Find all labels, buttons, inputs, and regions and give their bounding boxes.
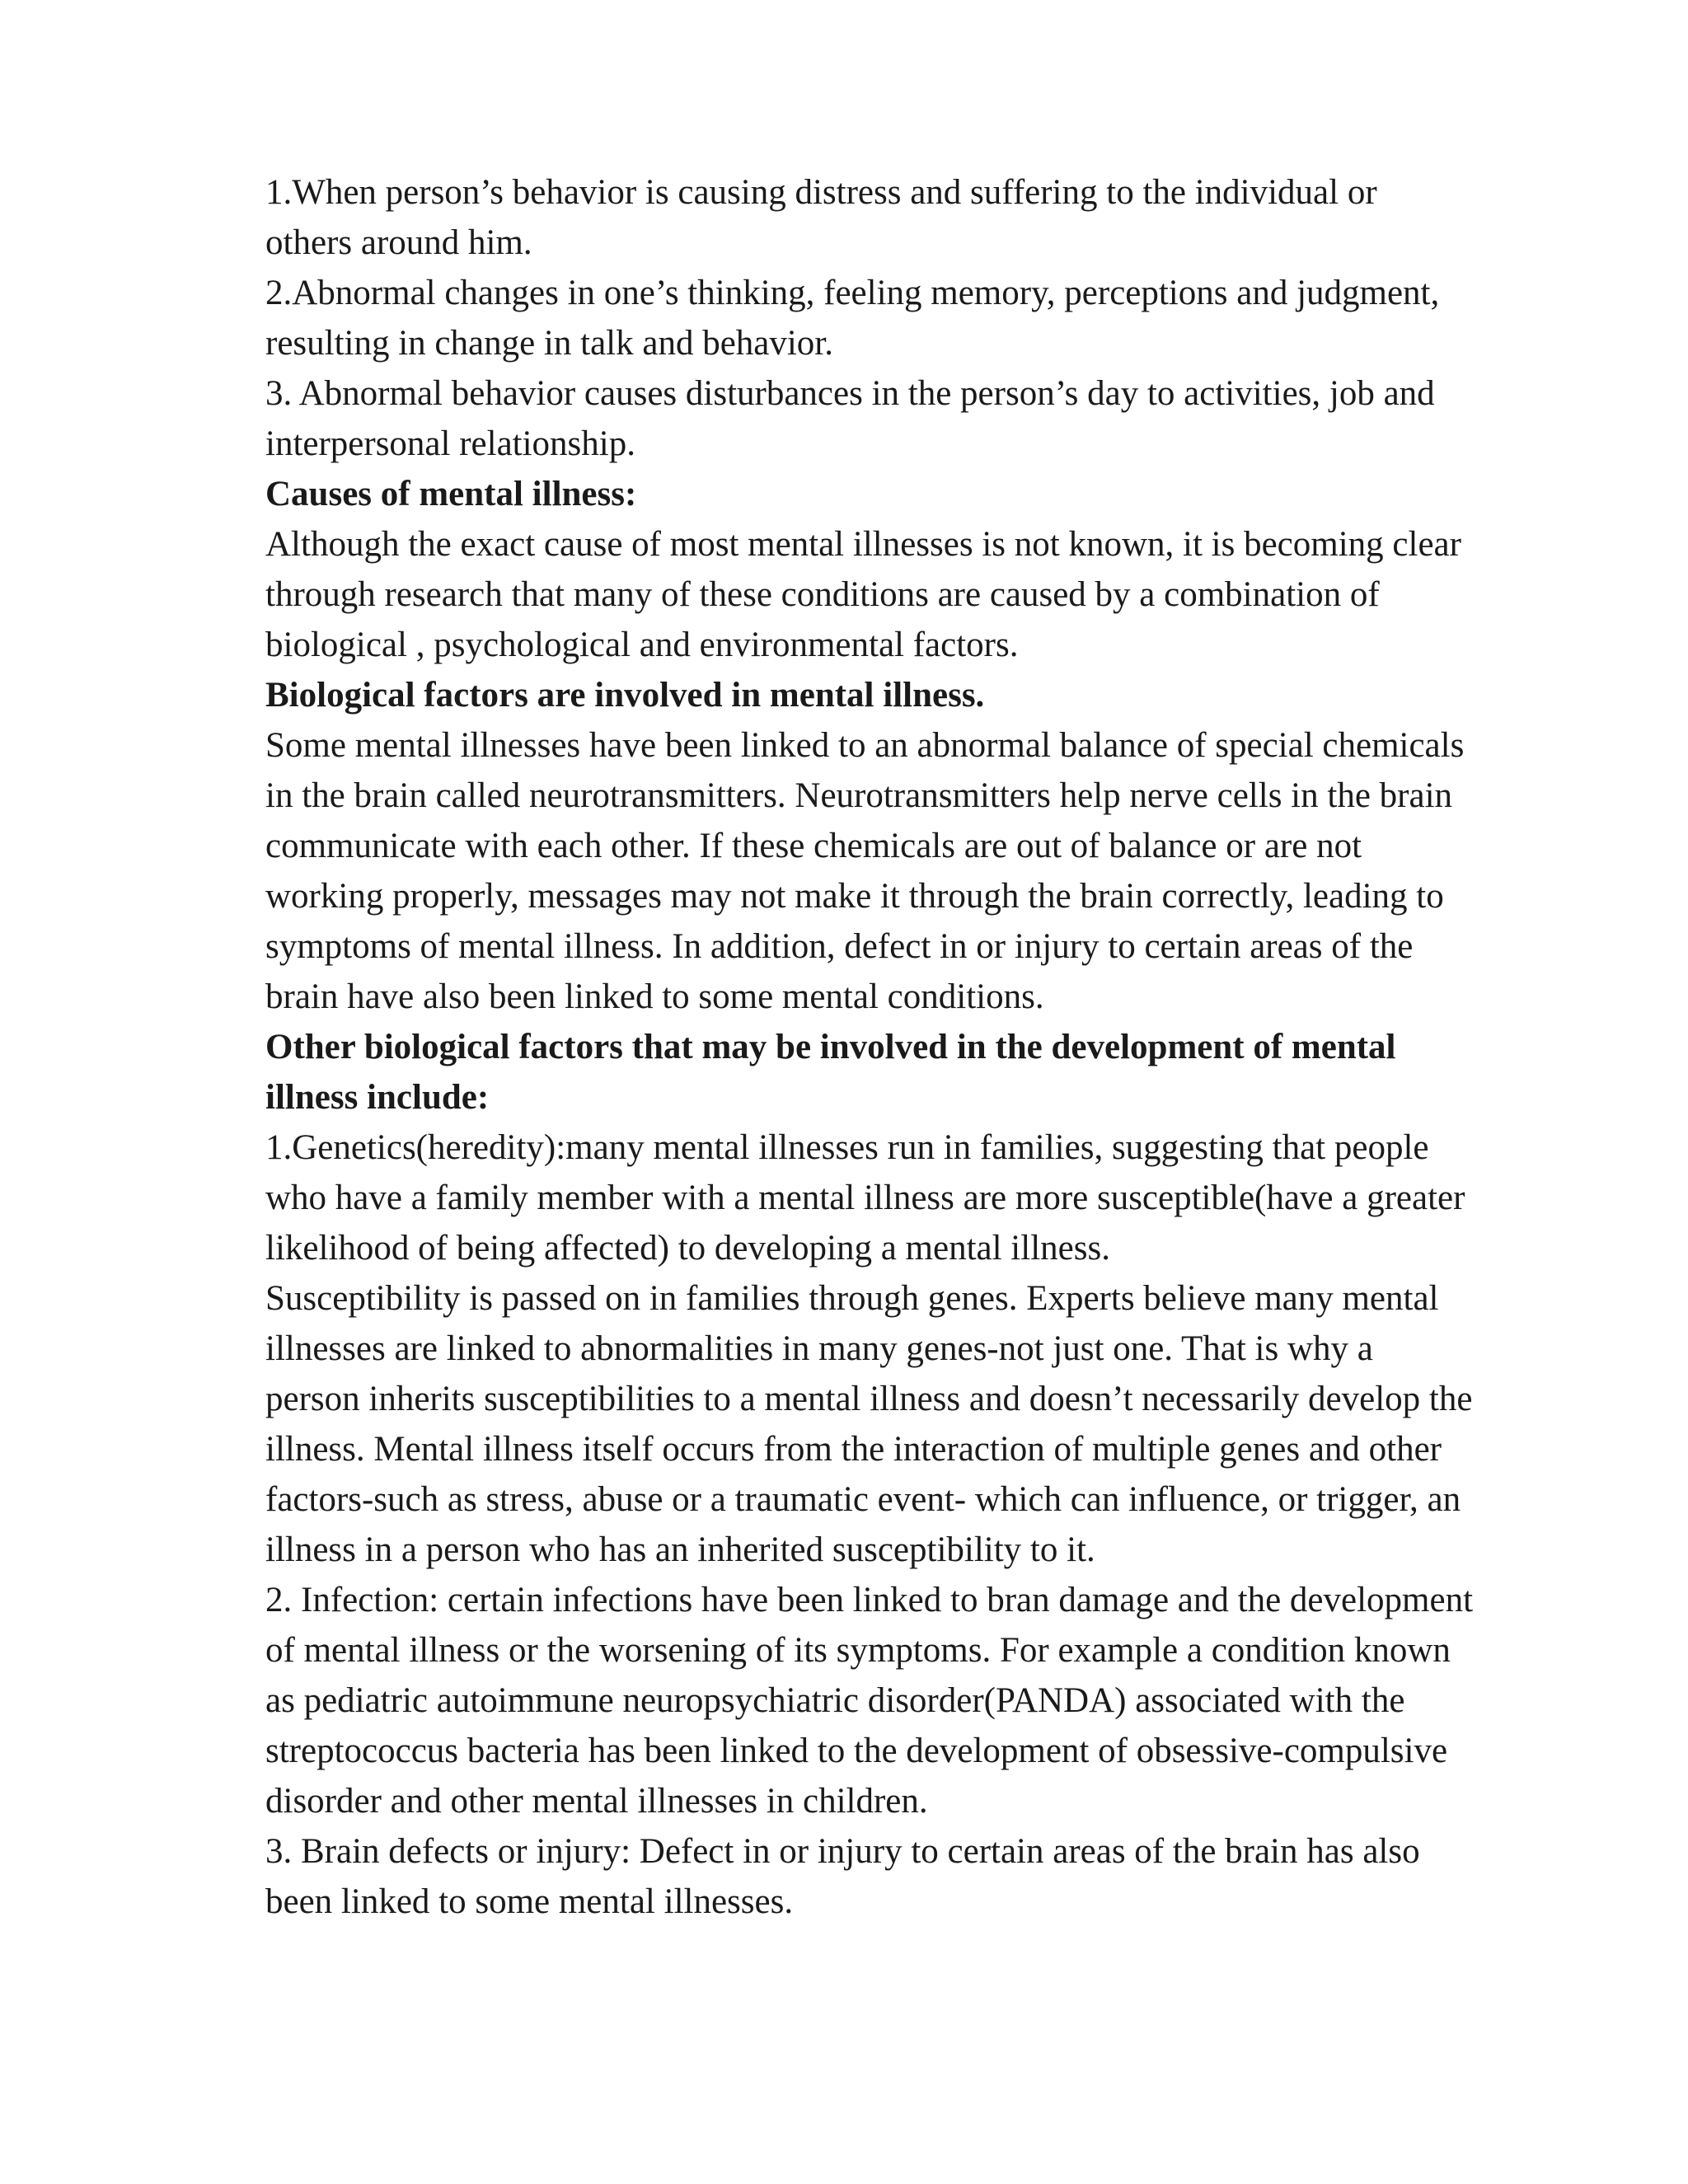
text-line: illness. Mental illness itself occurs from the interaction of multiple genes and other: [265, 1430, 1442, 1469]
text-line: 2. Infection: certain infections have been linked to bran damage and the development: [265, 1581, 1474, 1619]
section-heading-line: illness include:: [265, 1078, 490, 1117]
text-line: interpersonal relationship.: [265, 424, 635, 463]
text-line: 1.Genetics(heredity):many mental illnesses run in families, suggesting that people: [265, 1128, 1429, 1167]
text-line: 1.When person’s behavior is causing distress and suffering to the individual or: [265, 173, 1377, 212]
text-line: biological , psychological and environmental factors.: [265, 626, 1019, 664]
text-line: streptococcus bacteria has been linked to the development of obsessive-compulsive: [265, 1732, 1448, 1770]
text-line: factors-such as stress, abuse or a traumatic event- which can influence, or trigger, an: [265, 1480, 1461, 1519]
text-line: 2.Abnormal changes in one’s thinking, feeling memory, perceptions and judgment,: [265, 274, 1440, 312]
text-line: as pediatric autoimmune neuropsychiatric disorder(PANDA) associated with the: [265, 1681, 1405, 1720]
text-line: disorder and other mental illnesses in children.: [265, 1782, 928, 1821]
text-line: likelihood of being affected) to developing a mental illness.: [265, 1229, 1110, 1268]
text-line: illness in a person who has an inherited susceptibility to it.: [265, 1530, 1095, 1569]
text-line: Susceptibility is passed on in families through genes. Experts believe many mental: [265, 1279, 1439, 1318]
text-line: working properly, messages may not make it through the brain correctly, leading to: [265, 877, 1444, 916]
document-page: [265, 167, 1576, 1927]
text-line: brain have also been linked to some mental conditions.: [265, 977, 1044, 1016]
text-line: Although the exact cause of most mental illnesses is not known, it is becoming clear: [265, 525, 1461, 564]
text-line: 3. Brain defects or injury: Defect in or injury to certain areas of the brain has also: [265, 1832, 1420, 1871]
text-line: been linked to some mental illnesses.: [265, 1882, 794, 1921]
text-line: communicate with each other. If these chemicals are out of balance or are not: [265, 827, 1362, 865]
text-line: 3. Abnormal behavior causes disturbances in the person’s day to activities, job and: [265, 374, 1435, 413]
text-line: who have a family member with a mental illness are more susceptible(have a greater: [265, 1179, 1465, 1217]
text-line: Some mental illnesses have been linked to an abnormal balance of special chemicals: [265, 726, 1465, 765]
section-heading-line: Biological factors are involved in mental illness.: [265, 676, 985, 715]
section-heading-line: Other biological factors that may be involved in the development of mental: [265, 1028, 1396, 1066]
text-line: through research that many of these conditions are caused by a combination of: [265, 575, 1380, 614]
text-line: others around him.: [265, 223, 532, 262]
text-line: person inherits susceptibilities to a mental illness and doesn’t necessarily develop the: [265, 1380, 1473, 1418]
section-heading-line: Causes of mental illness:: [265, 475, 637, 513]
text-line: illnesses are linked to abnormalities in many genes-not just one. That is why a: [265, 1329, 1373, 1368]
text-line: of mental illness or the worsening of its symptoms. For example a condition known: [265, 1631, 1451, 1670]
text-line: in the brain called neurotransmitters. Neurotransmitters help nerve cells in the brain: [265, 776, 1453, 815]
text-line: symptoms of mental illness. In addition, defect in or injury to certain areas of the: [265, 927, 1414, 966]
text-line: resulting in change in talk and behavior.: [265, 324, 834, 363]
